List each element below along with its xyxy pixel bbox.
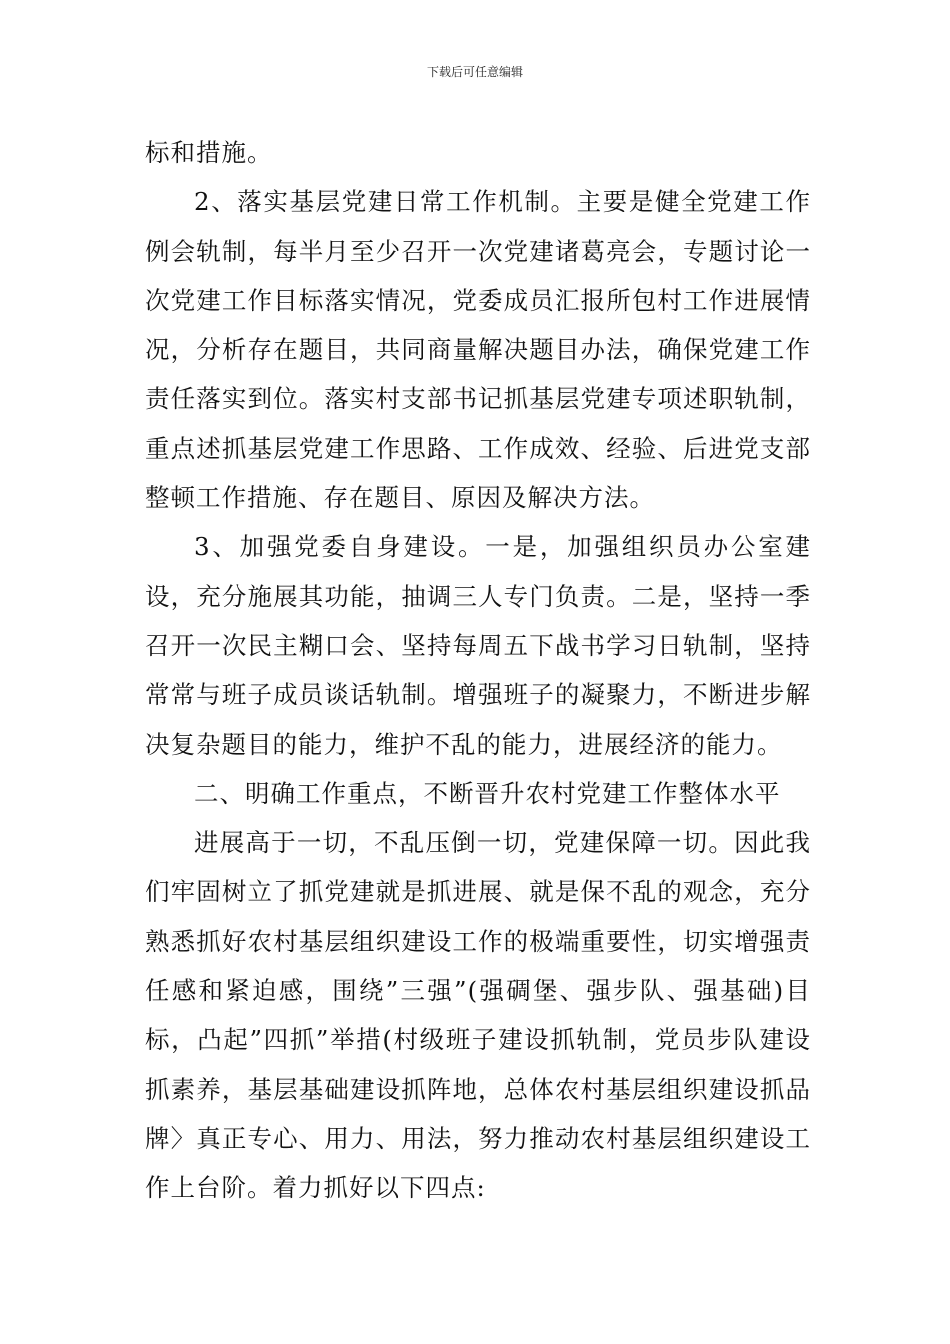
paragraph-3: 3、加强党委自身建设。一是，加强组织员办公室建设，充分施展其功能，抽调三人专门负责。二是，坚持一季召开一次民主糊口会、坚持每周五下战书学习日轨制，坚持常常与班子成员谈话轨制。增强班子的凝聚力，不断进步解决复杂题目的能力，维护不乱的能力，进展经济的能力。 <box>145 532 811 759</box>
paragraph-2: 2、落实基层党建日常工作机制。主要是健全党建工作例会轨制，每半月至少召开一次党建诸葛亮会，专题讨论一次党建工作目标落实情况，党委成员汇报所包村工作进展情况，分析存在题目，共同商量解决题目办法，确保党建工作责任落实到位。落实村支部书记抓基层党建专项述职轨制，重点述抓基层党建工作思路、工作成效、经验、后进党支部整顿工作措施、存在题目、原因及解决方法。 <box>145 187 811 513</box>
paragraph-1: 标和措施。 <box>145 138 273 167</box>
page-header: 下载后可任意编辑 <box>426 65 523 79</box>
section-heading: 二、明确工作重点，不断晋升农村党建工作整体水平 <box>194 778 781 808</box>
paragraph-4: 进展高于一切，不乱压倒一切，党建保障一切。因此我们牢固树立了抓党建就是抓进展、就是保不乱的观念，充分熟悉抓好农村基层组织建设工作的极端重要性，切实增强责任感和紧迫感，围绕”三强”(强碉堡、强步队、强基础)目标，凸起”四抓”举措(村级班子建设抓轨制，党员步队建设抓素养，基层基础建设抓阵地，总体农村基层组织建设抓品牌〉真正专心、用力、用法，努力推动农村基层组织建设工作上台阶。着力抓好以下四点: <box>145 828 811 1203</box>
document-body <box>145 128 811 1213</box>
